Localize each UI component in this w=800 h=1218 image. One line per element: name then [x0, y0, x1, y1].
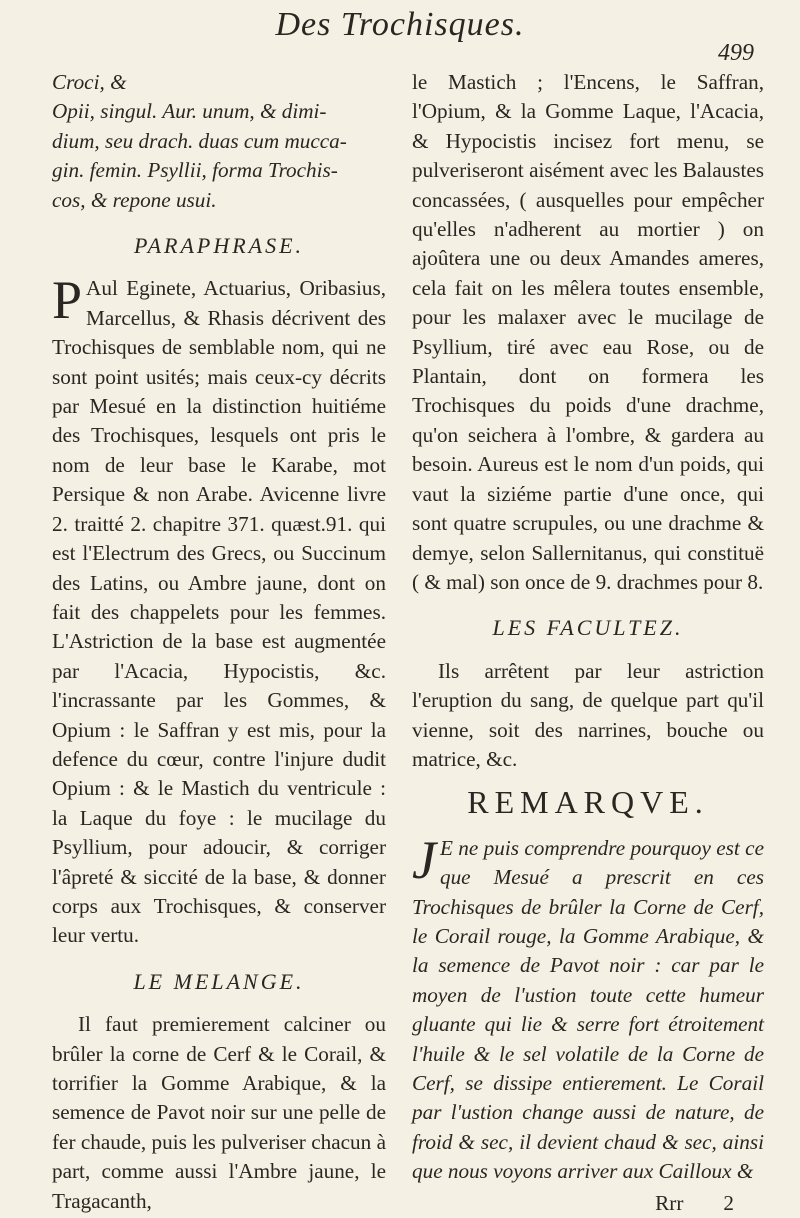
facultez-text: Ils arrêtent par leur astriction l'eruption du sang, de quelque part qu'il vienne, soit des narrines, bouche ou matrice, &c. — [412, 658, 764, 771]
melange-text: Il faut premierement calciner ou brûler la corne de Cerf & le Corail, & torrifier la Gomme Arabique, & la semence de Pavot noir sur une pelle de fer chaude, puis les pulveriser chacun à part, comme aussi l'Ambre jaune, le Tragacanth, — [52, 1012, 386, 1213]
facultez-heading: LES FACULTEZ. — [492, 615, 684, 641]
melange-heading: LE MELANGE. — [133, 968, 305, 994]
signature-mark: Rrr — [655, 1190, 684, 1215]
signature-line — [412, 1189, 764, 1218]
page-number: 499 — [718, 40, 754, 66]
running-head: Des Trochisques. — [275, 6, 525, 43]
recipe-line: gin. femin. Psyllii, forma Trochis- — [52, 158, 338, 183]
recipe-line: Croci, & — [52, 70, 127, 94]
continuation-text: le Mastich ; l'Encens, le Saffran, l'Opium, & la Gomme Laque, l'Acacia, & Hypocistis incisez fort menu, se pulveriseront aisément avec les Balaustes concassées, ( ausquelles pour empêcher qu'elles n'adherent au mortier ) on ajoûtera une ou deux Amandes ameres, cela fait on les mêlera toutes ensemble, pour les malaxer avec le mucilage de Psyllium, tiré avec eau Rose, ou de Plantain, dont on formera les Trochisques du poids d'une drachme, qu'on seichera à l'ombre, & gardera au besoin. Aureus est le nom d'un poids, qui vaut la siziéme partie d'une once, qui sont quatre scrupules, ou une drachme & demye, selon Sallernitanus, qui constituë ( & mal) son once de 9. drachmes pour 8. — [412, 70, 764, 594]
remarque-paragraph — [412, 829, 764, 1187]
left-column — [52, 68, 386, 1216]
paraphrase-heading: PARAPHRASE. — [133, 233, 305, 259]
drop-cap: P — [52, 270, 83, 331]
paraphrase-paragraph — [52, 270, 386, 950]
remarque-heading: REMARQVE. — [467, 784, 709, 821]
recipe-line: cos, & repone usui. — [52, 187, 217, 212]
right-column — [412, 68, 764, 1218]
remarque-text: E ne puis comprendre pourquoy est ce que Mesué a prescrit en ces Trochisques de brûler la Corne de Cerf, le Corail rouge, la Gomme Arabique, & la semence de Pavot noir : car par le moyen de l'ustion toute cette humeur gluante qui lie & serre fort étroitement l'huile & le sel volatile de la Corne de Cerf, se dissipe entierement. Le Corail par l'ustion change aussi de nature, de froid & sec, il devient chaud & sec, ainsi que nous voyons arriver aux Cailloux & — [412, 835, 764, 1184]
recipe-line: Opii, singul. Aur. unum, & dimi- — [52, 99, 327, 124]
catchword: 2 — [723, 1190, 734, 1215]
drop-cap: J — [412, 829, 436, 890]
paraphrase-text: Aul Eginete, Actuarius, Oribasius, Marcellus, & Rhasis décrivent des Trochisques de semblable nom, qui ne sont point usités; mais ceux-cy décrits par Mesué en la distinction huitiéme des Trochisques, lesquels ont pris le nom de leur base le Karabe, mot Persique & non Arabe. Avicenne livre 2. traitté 2. chapitre 371. quæst.91. qui est l'Electrum des Grecs, ou Succinum des Latins, ou Ambre jaune, dont on fait des chappelets pour les femmes. L'Astriction de la base est augmentée par l'Acacia, Hypocistis, &c. l'incrassante par les Gommes, & Opium : le Saffran y est mis, pour la defence du cœur, contre l'injure dudit Opium : & le Mastich du ventricule : la Laque du foye : le mucilage du Psyllium, pour adoucir, & corriger l'âpreté & siccité de la base, & donner corps aux Trochisques, & conserver leur vertu. — [52, 276, 386, 948]
recipe-line: dium, seu drach. duas cum mucca- — [52, 128, 347, 153]
